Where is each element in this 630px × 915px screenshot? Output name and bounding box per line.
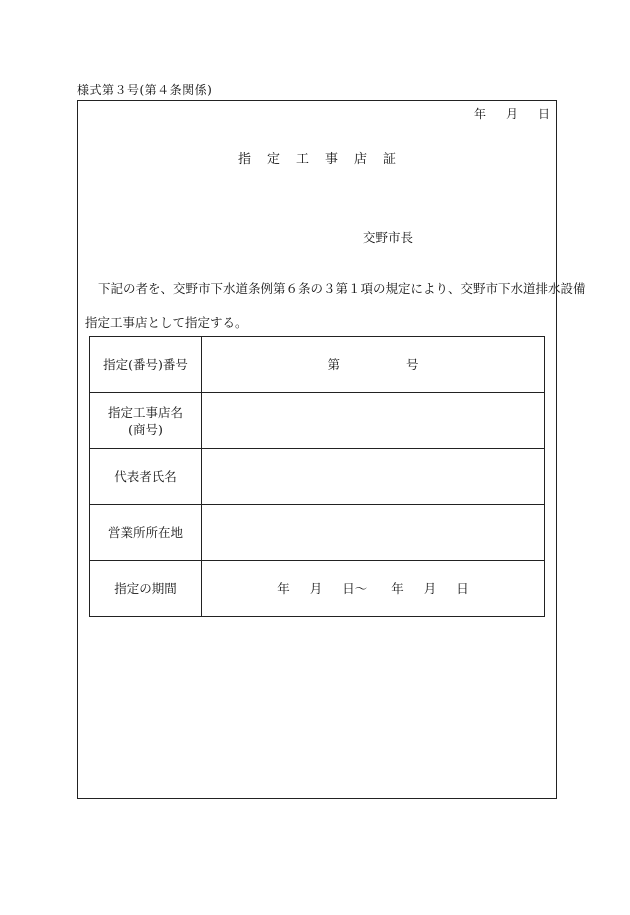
period-end-year: 年 (391, 581, 404, 596)
date-month: 月 (505, 107, 518, 121)
form-number-label: 様式第３号(第４条関係) (77, 83, 213, 97)
statement-line-1: 下記の者を、交野市下水道条例第６条の３第１項の規定により、交野市下水道排水設備 (98, 281, 586, 296)
designation-period-label: 指定の期間 (90, 561, 202, 617)
period-start-year: 年 (277, 581, 290, 596)
contractor-name-label (90, 393, 202, 449)
period-start-month: 月 (309, 581, 323, 596)
representative-name-label: 代表者氏名 (90, 449, 202, 505)
designation-period-value (202, 561, 545, 617)
number-suffix: 号 (406, 357, 419, 372)
certificate-frame (77, 100, 586, 799)
statement-line-2: 指定工事店として指定する。 (85, 315, 248, 330)
designation-info-table (89, 336, 545, 617)
date-day: 日 (537, 107, 550, 121)
table-row (90, 505, 545, 561)
designation-number-label: 指定(番号)番号 (90, 337, 202, 393)
table-row (90, 449, 545, 505)
issuer-name: 交野市長 (363, 230, 414, 245)
period-start-day: 日～ (342, 581, 368, 596)
number-prefix: 第 (327, 357, 340, 372)
table-row (90, 337, 545, 393)
designation-statement (85, 272, 586, 340)
certificate-title: 指定工事店証 (237, 152, 412, 167)
period-end-month: 月 (423, 581, 437, 596)
period-end-day: 日 (456, 581, 469, 596)
office-address-label: 営業所所在地 (90, 505, 202, 561)
date-year: 年 (473, 107, 486, 121)
contractor-name-label-line1: 指定工事店名 (107, 404, 183, 420)
office-address-value (202, 505, 545, 561)
contractor-name-value (202, 393, 545, 449)
contractor-name-label-line2: (商号) (128, 421, 163, 437)
table-row (90, 561, 545, 617)
issue-date (474, 106, 550, 122)
table-row (90, 393, 545, 449)
designation-number-value (202, 337, 545, 393)
representative-name-value (202, 449, 545, 505)
